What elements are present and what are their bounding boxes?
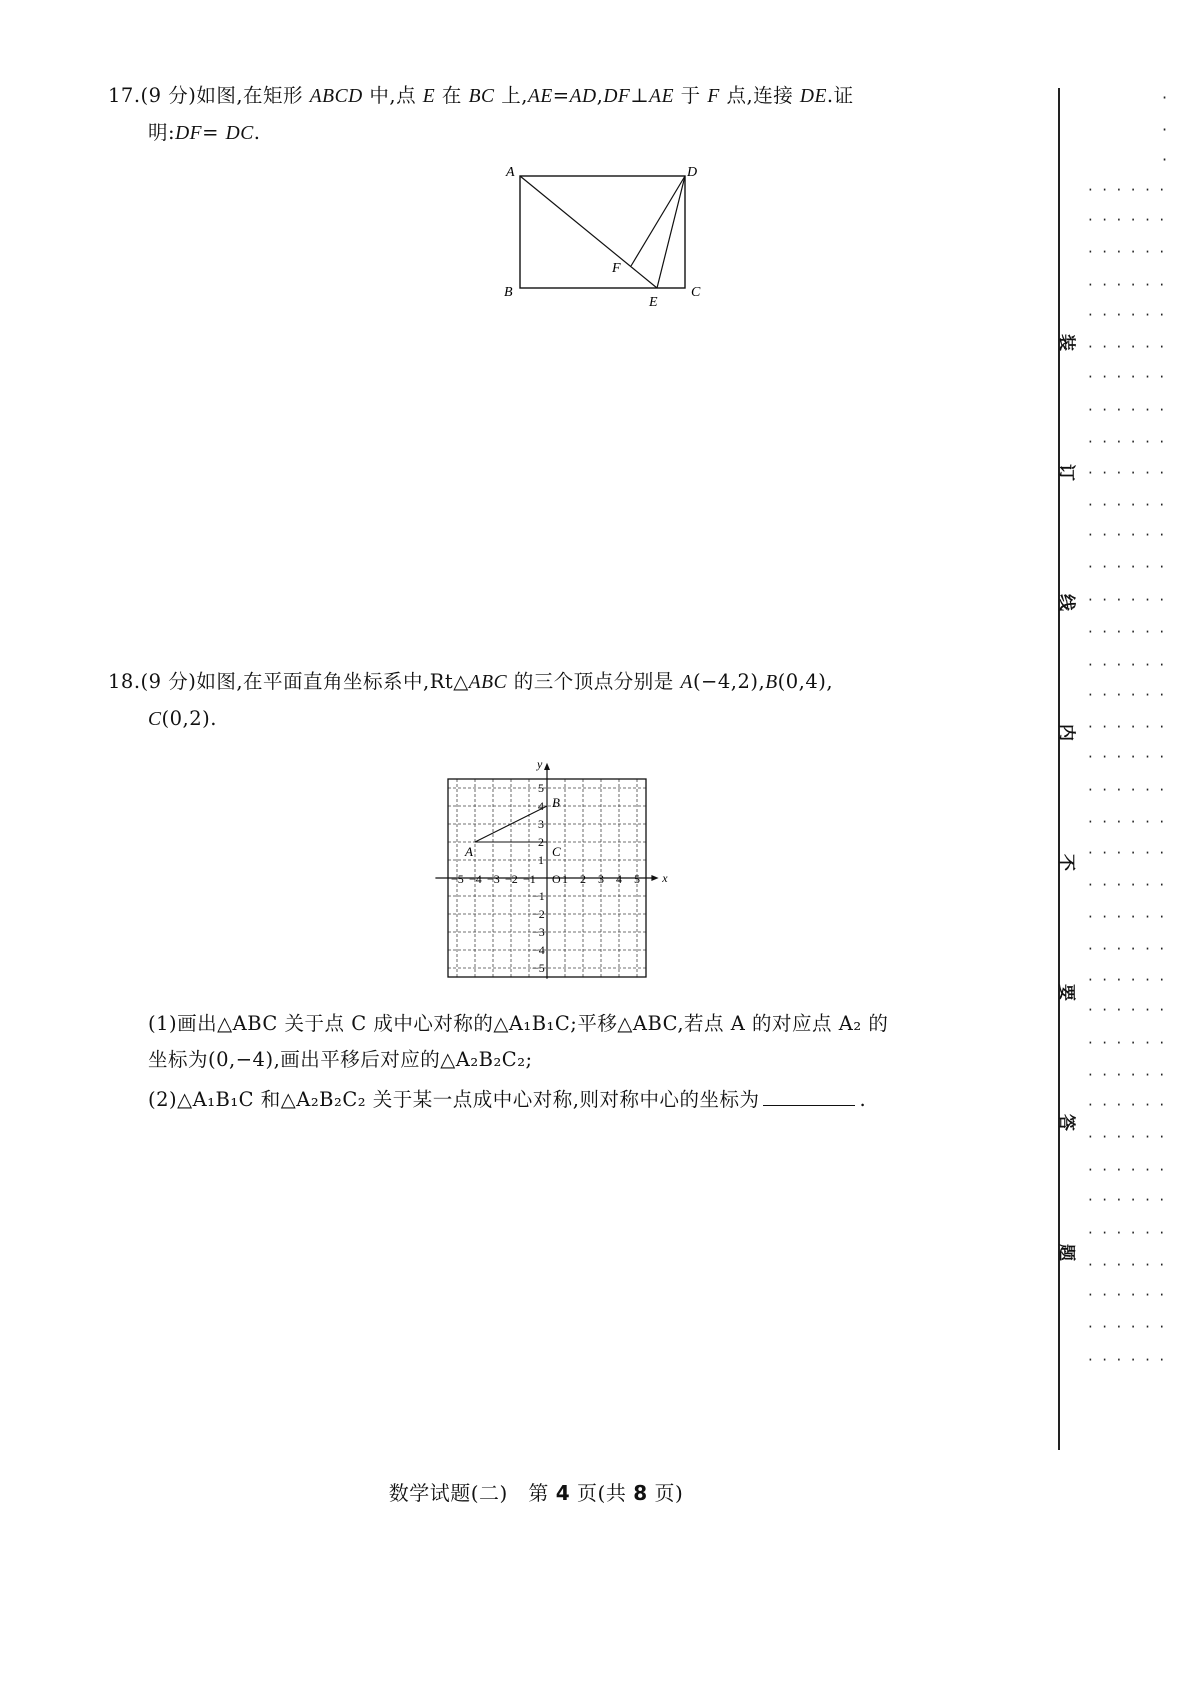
rectangle-abcd <box>520 176 685 288</box>
binding-dot-row: ······ <box>1088 1034 1174 1052</box>
binding-dot-row: ······ <box>1088 1318 1174 1336</box>
question-17 <box>108 78 1068 152</box>
point-label-c: C <box>552 844 561 859</box>
binding-dot-row: ······ <box>1088 1256 1174 1274</box>
y-tick-label: −1 <box>532 889 545 903</box>
y-axis-arrow <box>544 763 550 770</box>
binding-dot-row: ······ <box>1088 526 1174 544</box>
q17-text: ⊥ <box>630 84 650 107</box>
binding-char: 要 <box>1056 984 1076 1001</box>
point-label-b: B <box>552 795 560 810</box>
x-tick-label: O <box>552 872 561 886</box>
q18-part1-line2: 坐标为(0,−4),画出平移后对应的△A₂B₂C₂; <box>148 1048 533 1071</box>
binding-dot-row: ······ <box>1088 433 1174 451</box>
q18-var: ABC <box>468 672 508 693</box>
x-tick-label: 1 <box>562 872 568 886</box>
footer-page-suffix: 页) <box>654 1481 684 1505</box>
q18-var: C <box>148 709 162 730</box>
binding-dot: · <box>1162 88 1168 107</box>
q18-line1 <box>108 664 1068 701</box>
q17-var: DE <box>799 86 827 107</box>
q18-text: (−4,2), <box>692 670 766 693</box>
q17-var: DF <box>603 86 631 107</box>
binding-dot-row: ······ <box>1088 368 1174 386</box>
x-tick-label: −1 <box>523 872 536 886</box>
q17-var: F <box>707 86 720 107</box>
binding-dot-row: ······ <box>1088 844 1174 862</box>
q17-text: , <box>596 84 604 107</box>
label-f: F <box>612 261 621 276</box>
binding-dot-row: ······ <box>1088 1001 1174 1019</box>
binding-dot-row: ······ <box>1088 464 1174 482</box>
binding-dot-row: ······ <box>1088 748 1174 766</box>
binding-dot-row: ······ <box>1088 813 1174 831</box>
answer-blank[interactable] <box>763 1085 855 1106</box>
q18-part2-end: . <box>859 1088 867 1111</box>
segment-de <box>657 176 685 288</box>
binding-dot-row: ······ <box>1088 306 1174 324</box>
q18-score: (9 分) <box>140 670 197 693</box>
q17-var: BC <box>468 86 495 107</box>
q17-text: 中,点 <box>362 84 423 107</box>
footer-page-mid: 页(共 <box>577 1481 627 1505</box>
binding-dot-row: ······ <box>1088 1351 1174 1369</box>
y-tick-label: 1 <box>538 853 544 867</box>
binding-dot-row: ······ <box>1088 1066 1174 1084</box>
q17-text: . <box>253 121 261 144</box>
q17-line2 <box>108 115 1068 152</box>
binding-dot-row: ······ <box>1088 718 1174 736</box>
q18-coordinate-grid <box>451 748 715 998</box>
binding-char: 答 <box>1056 1114 1076 1131</box>
binding-dot-row: ······ <box>1088 1191 1174 1209</box>
x-axis-arrow <box>651 875 658 881</box>
binding-char: 装 <box>1056 334 1076 351</box>
q18-number: 18. <box>108 670 141 693</box>
q18-part1-line1: (1)画出△ABC 关于点 C 成中心对称的△A₁B₁C;平移△ABC,若点 A 的对应点 A₂ 的 <box>148 1012 889 1035</box>
q18-text: (0,4), <box>777 670 834 693</box>
q17-number: 17. <box>108 84 141 107</box>
q17-text: .证 <box>826 84 854 107</box>
q18-text: 的三个顶点分别是 <box>507 670 681 693</box>
q17-score: (9 分) <box>140 84 197 107</box>
q17-text: 于 <box>673 84 708 107</box>
label-c: C <box>691 285 701 300</box>
binding-dot: · <box>1162 150 1168 169</box>
y-tick-label: 5 <box>538 781 544 795</box>
segment-ae <box>520 176 657 288</box>
binding-dot-row: ······ <box>1088 1096 1174 1114</box>
label-d: D <box>687 165 698 180</box>
q17-var: AE <box>649 86 674 107</box>
binding-dot-row: ······ <box>1088 591 1174 609</box>
footer-page-total: 8 <box>633 1481 648 1505</box>
x-tick-label: −3 <box>487 872 500 886</box>
q17-var: E <box>422 86 436 107</box>
binding-dot-row: ······ <box>1088 1286 1174 1304</box>
q17-text: = <box>202 121 226 144</box>
binding-dot-row: ······ <box>1088 496 1174 514</box>
q17-text: 点,连接 <box>719 84 800 107</box>
q17-text: = <box>552 84 570 107</box>
binding-dot-row: ······ <box>1088 1161 1174 1179</box>
y-axis-label: y <box>537 757 543 772</box>
question-18 <box>108 664 1068 738</box>
binding-dot-row: ······ <box>1088 401 1174 419</box>
x-axis-label: x <box>662 871 668 885</box>
x-tick-label: 2 <box>580 872 586 886</box>
x-tick-label: 5 <box>634 872 640 886</box>
q17-line1 <box>108 78 1068 115</box>
q17-text: 在 <box>435 84 469 107</box>
binding-dot-row: ······ <box>1088 686 1174 704</box>
footer-title: 数学试题(二) <box>388 1481 508 1505</box>
binding-char: 内 <box>1056 724 1076 741</box>
binding-dot-row: ······ <box>1088 940 1174 958</box>
y-tick-label: −2 <box>532 907 545 921</box>
q18-var: A <box>680 672 693 693</box>
q17-rectangle-figure <box>490 160 710 310</box>
q17-var: ABCD <box>309 86 363 107</box>
label-a: A <box>506 165 515 180</box>
y-tick-label: 4 <box>538 799 544 813</box>
q18-text: 如图,在平面直角坐标系中,Rt△ <box>196 670 469 693</box>
binding-dot-row: ······ <box>1088 1224 1174 1242</box>
footer-page-number: 4 <box>555 1481 571 1505</box>
q17-var: AD <box>569 86 597 107</box>
binding-dot-row: ······ <box>1088 908 1174 926</box>
q18-part2-text: (2)△A₁B₁C 和△A₂B₂C₂ 关于某一点成中心对称,则对称中心的坐标为 <box>148 1088 760 1111</box>
label-b: B <box>504 285 513 300</box>
footer-page-prefix: 第 <box>528 1481 549 1505</box>
segment-df <box>631 176 685 266</box>
x-tick-label: 3 <box>598 872 604 886</box>
q18-var: B <box>765 672 778 693</box>
binding-dot-row: ······ <box>1088 276 1174 294</box>
binding-dot-row: ······ <box>1088 781 1174 799</box>
binding-dot-row: ······ <box>1088 558 1174 576</box>
binding-char: 订 <box>1056 464 1076 481</box>
x-tick-label: 4 <box>616 872 622 886</box>
q18-line2 <box>108 701 1068 738</box>
x-tick-label: −5 <box>451 872 464 886</box>
binding-dot-row: ······ <box>1088 338 1174 356</box>
binding-dot-row: ······ <box>1088 971 1174 989</box>
point-label-a: A <box>465 844 473 859</box>
q17-text: 上, <box>494 84 528 107</box>
x-tick-label: −4 <box>469 872 482 886</box>
q17-text: 明: <box>148 121 176 144</box>
binding-dot-row: ······ <box>1088 656 1174 674</box>
x-tick-label: −2 <box>505 872 518 886</box>
q17-var: DF <box>175 123 203 144</box>
binding-dot-row: ······ <box>1088 181 1174 199</box>
q18-text: (0,2). <box>161 707 217 730</box>
binding-dot-row: ······ <box>1088 876 1174 894</box>
q18-part2 <box>148 1082 1048 1118</box>
binding-dot-row: ······ <box>1088 211 1174 229</box>
q17-var: AE <box>527 86 553 107</box>
binding-char: 题 <box>1056 1244 1076 1261</box>
y-tick-label: −4 <box>532 943 545 957</box>
y-tick-label: −5 <box>532 961 545 975</box>
y-tick-label: 3 <box>538 817 544 831</box>
label-e: E <box>649 295 658 310</box>
binding-dot-row: ······ <box>1088 623 1174 641</box>
q17-var: DC <box>225 123 254 144</box>
binding-dot: · <box>1162 120 1168 139</box>
binding-dot-row: ······ <box>1088 1128 1174 1146</box>
y-tick-label: 2 <box>538 835 544 849</box>
binding-char: 线 <box>1056 594 1076 611</box>
binding-dot-row: ······ <box>1088 243 1174 261</box>
q17-text: 如图,在矩形 <box>196 84 310 107</box>
y-tick-label: −3 <box>532 925 545 939</box>
binding-char: 不 <box>1056 854 1076 871</box>
page-footer <box>0 1477 1072 1506</box>
